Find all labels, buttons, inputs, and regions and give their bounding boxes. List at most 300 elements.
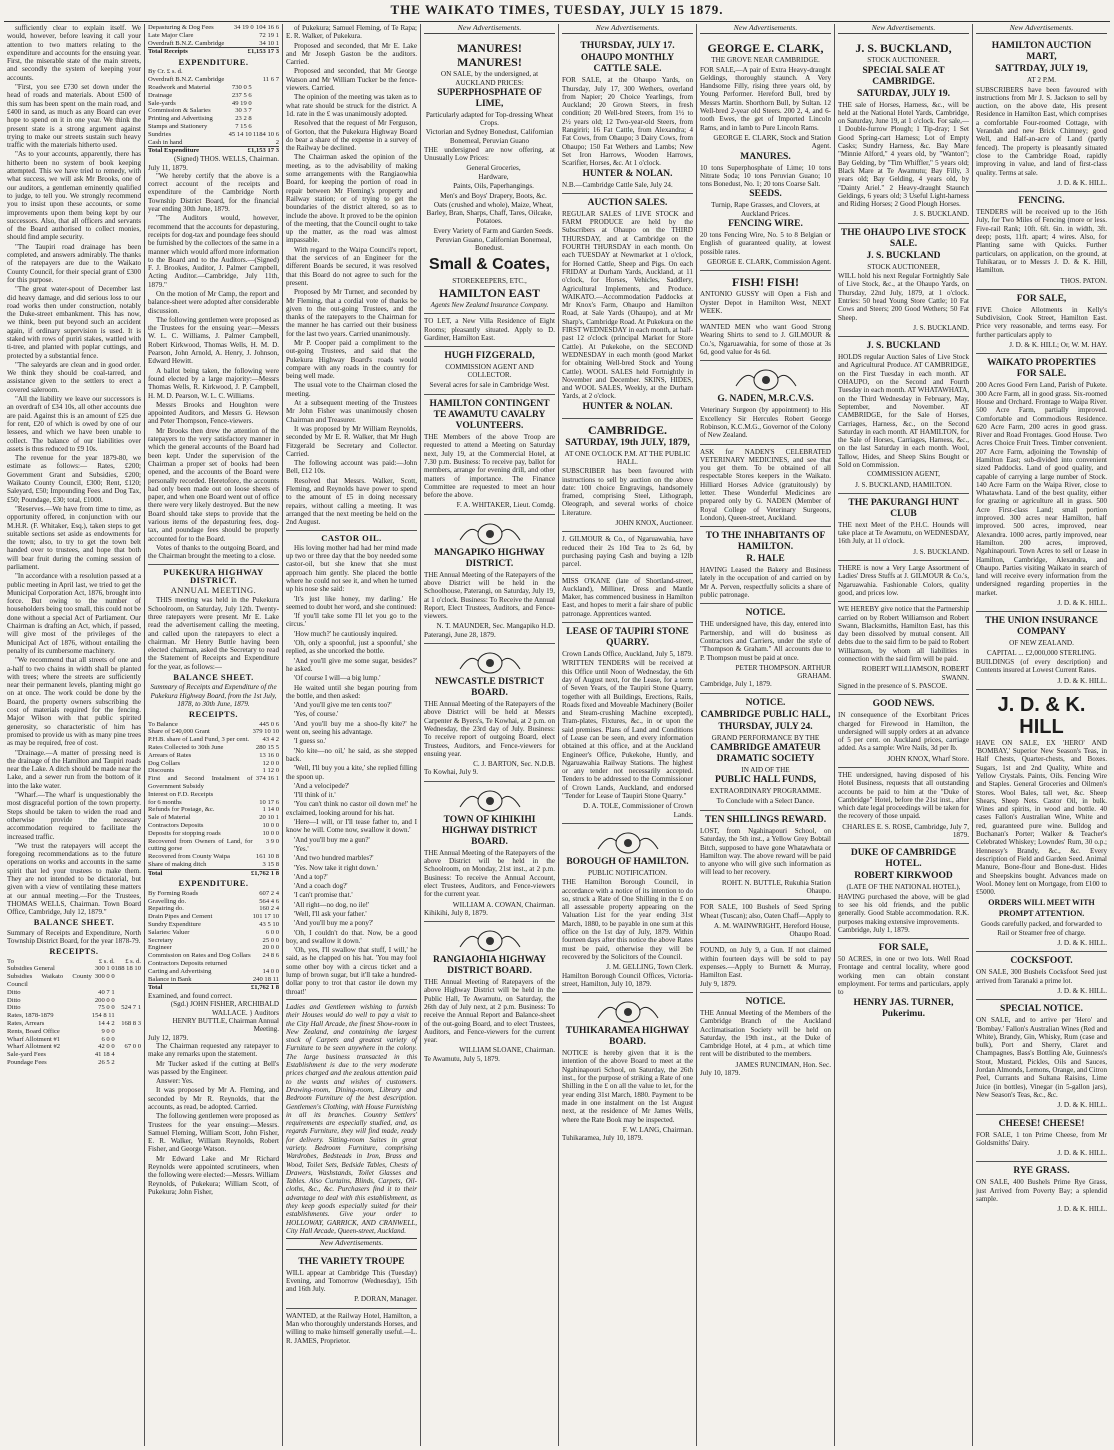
row-amount: 730 0 5	[231, 84, 252, 92]
ad-body: WRITTEN TENDERS will be received at this Office until Noon of Wednesday, the 6th day of August next, for the Lease, for a term of Seven Years, of the Taupiri Stone Quarry, together with all Buildings, Erections, Rails, Roads fixed and Moveable Machinery (Boiler and Steam-crushing Machine excepted), Tram-plates, Fixtures, &c., in or upon the said premises. Plans of Land and Conditions of Lease can be seen, and every information obtained at this office, and at the Auckland Engineer's Office, Pukekohe, Huntly, and Ngaruawahia Railway Stations. The highest or any tender not necessarily accepted. Tenders to be addressed to the Commissioner of Crown Lands, Auckland, and endorsed "Tender for Lease of Taupiri Stone Quarry."	[562, 659, 693, 801]
ad-heading: MANGAPIKO HIGHWAY DISTRICT.	[434, 547, 545, 569]
column-8	[972, 24, 1110, 1446]
ad-heading: OHAUPO MONTHLY CATTLE SALE.	[580, 53, 675, 75]
ad-agents: Agents New Zealand Insurance Company.	[430, 300, 549, 309]
ad-heading: TUHIKARAMEA HIGHWAY BOARD.	[565, 1026, 690, 1048]
row-amount: 237 5 6	[231, 91, 252, 99]
ad-sub: ON SALE, by the undersigned, at AUCKLAND PRICES:	[440, 70, 539, 87]
ad-cocksfoot	[976, 952, 1107, 1000]
pukekura-subheading: ANNUAL MEETING.	[170, 585, 257, 596]
ad-body: 50 ACRES, in one or two lots. Well Road Frontage and central locality, where good working men can obtain constant employment. For terms and particulars, apply to	[838, 955, 969, 997]
row-amount: 188 18 10	[114, 965, 141, 973]
ad-sub: STOCK AUCTIONEER.	[867, 56, 940, 65]
row-amount: £1,153 17 3	[221, 48, 279, 56]
balance-sheet-title: BALANCE SHEET.	[33, 917, 115, 928]
row-amount: 14 0 0	[262, 967, 279, 975]
ad-body-wire: 20 tons Fencing Wire, No. 5 to 8 Belgian or English of guaranteed quality, at lowest possible rates.	[700, 231, 831, 256]
paragraph: "The saleyards are clean and in good order. We think they should be coal-tarred, and assistance given to the settlers to erect a covered saleroom.	[7, 360, 141, 394]
table-row	[148, 929, 279, 937]
ad-body: SUBSCRIBER has been favoured with instructions to sell by auction on the above date: 100 choice Engravings, handsomely framed, comprising Steel, Lithograph, Oleograph, and several works of choice Literature.	[562, 467, 693, 517]
paragraph: 'It's just like honey, my darling.' He seemed to doubt her word, and she continued:	[286, 594, 417, 611]
row-amount: 49 19 0	[231, 99, 252, 107]
ad-signature: J. D. & K. HILL.	[1057, 986, 1107, 995]
row-amount: £1,762 1 8	[193, 869, 280, 877]
ad-date-heading: THURSDAY, JULY 17.	[580, 41, 675, 52]
pukekura-date: July 12, 1879.	[148, 1033, 189, 1042]
expenditure-table	[148, 68, 279, 146]
paragraph: "The Taupiri road drainage has been completed, and answers admirably. The thanks of the ratepayers are due to the Waikato County Council, for their special grant of £300 for this purpose.	[7, 242, 141, 284]
table-row	[148, 721, 279, 729]
royal-arms-icon	[455, 787, 525, 813]
row-label: Poundage Fees	[7, 1059, 47, 1067]
ad-signature: ROHT. N. BUTTLE, Rukuhia Station Ohaupo.	[721, 878, 831, 895]
ad-heading: CAMBRIDGE.	[587, 422, 667, 437]
ad-heading-small-coates: Small & Coates,	[429, 255, 550, 273]
ad-body: THE Annual Meeting of Ratepayers of the above Highway District will be held in the Public Hall, Te Awamutu, on Saturday, the 26th day of July next, at 2 p.m. Business: To receive the Annual Report and Balance-sheet of the out-going Board, and to elect Trustees, Auditors, and Fence-viewers for the current year.	[424, 978, 555, 1045]
royal-arms-icon	[455, 520, 525, 546]
paragraph: A ballot being taken, the following were found elected by a large majority:—Messrs Thomas Wells, R. Kirkwood, J. P. Campbell, H. M. D. Pearson, W. L. C. Williams.	[148, 366, 279, 400]
row-label: Sale-yard Fees	[7, 1051, 46, 1059]
paragraph: Mr P. Cooper paid a compliment to the out-going Trustees, and said that the Pukekura Highway Board's roads would compare with any roads in the country for being well made.	[286, 338, 417, 381]
ad-date: Te Awamutu, July 5, 1879.	[424, 1054, 500, 1063]
receipts-heading: RECEIPTS.	[49, 946, 99, 957]
row-label: Cash in hand	[148, 138, 183, 146]
pukekura-expenditure-heading: EXPENDITURE.	[178, 878, 249, 889]
ad-body: THE Annual Meeting of the Ratepayers of the above District will be held at Messrs Carpenter & Byers's, Te Kowhai, at 2 p.m. on Wednesday, the 23rd day of July. Business: To receive report of outgoing Board, elect Trustees, Auditors, and Fence-viewers for ensuing year.	[424, 700, 555, 758]
ad-date: SATURDAY, JULY 19.	[857, 88, 950, 99]
ad-body: TENDERS will be received up to the 16th July, for Two Miles of Fencing (more or less. Five-rail Rank; 10ft. 6ft. 6in. in width, 3ft. deep; posts, 11ft. apart; 4 wires. Also, for Planting same with Quicks. Further particulars, on application, on the ground, at Tuhikarau, or to Messrs J. D. & K. Hill, Hamilton.	[976, 208, 1107, 275]
table-row	[148, 898, 279, 906]
row-amount: 3 15 8	[262, 860, 279, 868]
paragraph: Messrs Brooks and Houghton were appointed Auditors, and Messrs G. Hewson and Peter Thompson, Fence-viewers.	[148, 400, 279, 426]
ad-allotments	[976, 290, 1107, 354]
ad-heading: NEWCASTLE DISTRICT BOARD.	[434, 677, 545, 699]
paragraph: "As to your accounts, apparently, there has hitherto been no system of book keeping attempted. This we have tried to remedy, with what success, we will ask Mr Brooks, one of our auditors, a gentleman eminently qualified to judge, to tell you. We strongly recommend you to insist upon these accounts, or some improvements upon them being kept by our successors. Also, that all officers and servants of the Board authorised to collect monies, should find ample security.	[7, 150, 141, 242]
ad-time: AT 2 P.M.	[1026, 76, 1057, 85]
row-amount: 160 2 4	[259, 905, 279, 913]
row-label: Carting and Advertising	[148, 967, 212, 975]
pukekura-receipts-table	[148, 721, 279, 869]
ad-heading: THE UNION INSURANCE COMPANY	[985, 616, 1098, 638]
table-row	[148, 84, 279, 92]
ad-heading-2: CAMBRIDGE PUBLIC HALL,	[700, 709, 831, 720]
paragraph: 'And two hundred marbles?'	[294, 854, 374, 863]
paragraph: 'And you'll buy me a shoo-fly kite?' he went on, seeing his advantage.	[286, 719, 417, 737]
ad-cheese	[976, 1115, 1107, 1163]
table-row	[148, 76, 279, 84]
ad-signature: HUNTER & NOLAN.	[582, 401, 673, 412]
ad-sub: GRAND PERFORMANCE BY THE	[711, 733, 820, 742]
table-row	[148, 68, 279, 76]
ad-body: THE sale of Horses, Harness, &c., will be held at the National Hotel Yards, Cambridge, on Saturday, June 19, at 1 o'clock. For sale,—1 Double-furrow Plough; 1 Tip-dray; 1 Set Good Spring-cart Harness; Lot of Empty Casks; Sundry Harness, &c. Bay Mare "Minnie Alford," 4 years old, by "Wanton"; Bay Gelding, by "Tim Whiffler," 5 years old; Black Mare at Te Awamutu; Bay Filly, 3 years old; Bay Gelding, 4 years old, by "Dainty Ariel." 2 Heavy-draught Staunch Geldings, 6 years old; 3 Useful Light-harness and Riding Horses; 2 Good Plough Horses.	[838, 100, 969, 209]
ad-signature: A. M. WAINWRIGHT, Hereford House, Ohaupo Road.	[713, 921, 831, 939]
ad-body-seeds: Turnip, Rape Grasses, and Clovers, at Auckland Prices.	[711, 201, 820, 218]
row-amount: 1 14 0	[262, 806, 279, 814]
paragraph: "The Auditors would, however, recommend that the accounts for depasturing, receipts for dog-tax and poundage fees should be furnished by the collectors of the same in a manner which would afford more information to the Board and to the Auditors.—(Signed) F. J. Brookes, Auditor, J. Palmer Campbell, Acting Auditor.—Cambridge, July 11th, 1879."	[148, 214, 279, 289]
paragraph: "Wharf.—The wharf is unquestionably the most disgraceful portion of the town property. Steps should be taken to widen the road and otherwise provide the necessary accommodation required to facilitate the increased traffic.	[7, 791, 141, 841]
ad-time: AT ONE O'CLOCK P.M. AT THE PUBLIC HALL.	[564, 449, 691, 466]
paragraph: "Reserves.—We have from time to time, as opportunity offered, in conjunction with our M.H.R. (F. Whitaker, Esq.), taken steps to get suitable sections set aside as endowments for the town; also, to try to get the town belt handed over to trustees, and hope that both will bear fruit during the coming session of parliament.	[7, 504, 141, 571]
table-row	[148, 100, 279, 108]
table-row	[148, 736, 279, 744]
paragraph: With regard to the Waipa Council's report, that the services of an Engineer for the different Boards be secured, it was resolved that this Board do not agree to such for the present.	[286, 245, 417, 287]
row-label: Interest on F.D. Receipts	[148, 790, 214, 798]
ad-cavalry-volunteers	[424, 395, 555, 515]
row-amount: 67 0 0	[124, 1043, 141, 1051]
row-amount: 42 0 0	[98, 1043, 115, 1051]
paragraph: 'And you'll give me some sugar, besides?' he asked.	[286, 656, 417, 673]
col1-paragraphs	[7, 24, 141, 916]
ad-date: SATTRDAY, JULY 19,	[995, 64, 1088, 75]
ad-wanted-shirts	[700, 320, 831, 361]
row-amount: 168 8 3	[121, 1020, 141, 1028]
ad-signature: J. D. & K. HILL; Or, W. M. HAY.	[1009, 341, 1107, 350]
ad-date: To Kowhai, July 9.	[424, 768, 479, 777]
row-label: Stamps and Stationery	[148, 123, 208, 131]
ad-sub: OF NEW ZEALAND.	[1009, 639, 1074, 648]
ad-body: ON SALE, 300 Bushels Cocksfoot Seed just arrived from Taranaki a prime lot.	[976, 968, 1107, 985]
masthead: THE WAIKATO TIMES, TUESDAY, JULY 15 1879.	[390, 2, 724, 17]
ad-date: July 9, 1879.	[700, 979, 737, 988]
row-label: Arrears of Rates	[148, 751, 192, 759]
ad-duke-of-cambridge	[838, 844, 969, 939]
ad-signature: J. D. & K. HILL.	[1057, 939, 1107, 948]
ad-found-gun	[700, 943, 831, 992]
castor-oil-heading: CASTOR OIL.	[321, 532, 382, 543]
ad-wanted-railway-hotel	[286, 1309, 417, 1349]
ad-signature: JOHN KNOX, Auctioneer.	[615, 519, 693, 528]
ad-date: Cambridge, July 1, 1879.	[700, 680, 772, 689]
ad-buckland-regular	[838, 337, 969, 494]
ad-orders: ORDERS WILL MEET WITH PROMPT ATTENTION.	[988, 898, 1095, 919]
ad-heading-2: J. S. BUCKLAND	[866, 250, 941, 261]
total-row	[148, 147, 279, 155]
paragraph: The opinion of the meeting was taken as to what rate should be struck for the district. A 1d. rate in the £ was unanimously adopted.	[286, 93, 417, 118]
receipts-continued-table	[148, 24, 279, 47]
paragraph: 'Oh, only a spoonful, just a spoonful,' she replied, as she uncorked the bottle.	[286, 639, 417, 656]
pukekura-receipts-total	[148, 869, 279, 878]
ad-heading: NOTICE.	[745, 996, 786, 1007]
ad-body: IN consequence of the Exorbitant Prices charged for Firewood in Hamilton, the undersigned will supply orders at an advance of 5 per cent. on Auckland prices, carriage added. As a sample: Wire Nails, 3d per lb.	[838, 711, 969, 753]
paragraph: 'Well, I'll ask your father.'	[294, 909, 367, 918]
ad-body: FOR SALE, 1 ton Prime Cheese, from Mr Goldsmiths' Dairy.	[976, 1130, 1107, 1147]
ad-signature: WILLIAM A. COWAN, Chairman.	[452, 900, 555, 909]
paragraph: 'Here—I will, or I'll tease father to, and I know he will. Come now, swallow it down.'	[286, 818, 417, 835]
ad-rye-grass	[976, 1162, 1107, 1217]
row-amount: 25 0 0	[262, 936, 279, 944]
ad-body: THE undersigned have, this day, entered into Partnership, and will do business as Contractors and Carriers, under the style of "Thompson & Graham." All accounts due to P. Thompson must be paid at once.	[700, 620, 831, 662]
ad-capital: CAPITAL ... £2,000,000 STERLING.	[986, 648, 1097, 657]
ad-signature: F. A. WHITAKER, Lieut. Comdg.	[456, 501, 555, 510]
ad-sub: PUBLIC NOTIFICATION.	[587, 868, 668, 877]
new-ads-header: New Advertisements.	[562, 24, 693, 34]
row-amount: 3 9 0	[265, 837, 279, 845]
row-label: Subsidies General	[7, 965, 55, 973]
table-row	[148, 976, 279, 984]
row-amount: 11 6 7	[262, 76, 279, 84]
ad-ohaupo-cattle-sale	[562, 37, 693, 194]
ad-hunt-club	[838, 494, 969, 561]
row-amount: £1,762 1 8	[193, 984, 280, 992]
table-row	[148, 115, 279, 123]
ad-body: J. GILMOUR & Co., of Ngaruawahia, have reduced their 2s 10d Tea to 2s 6d, by purchasing paying Cash and buying a 12lb parcel.	[562, 535, 693, 569]
row-amount: 72 19 1	[259, 31, 279, 39]
row-label: Depasturing & Dog Fees	[148, 24, 214, 31]
table-row	[148, 960, 279, 968]
ad-union-insurance	[976, 612, 1107, 689]
paragraph: Oats (crushed and whole), Maize, Wheat, Barley, Bran, Sharps, Chaff, Tares, Oilcake, Potatoes.	[426, 200, 554, 226]
column-6	[696, 24, 834, 1446]
pukekura-balance-title: BALANCE SHEET.	[173, 672, 254, 683]
row-amount	[252, 92, 279, 100]
paragraph: The revenue for the year 1879-80, we estimate as follows:— Rates, £200; Government Grant and Subsidies, £200; Waikato County Council, £300; Rent, £120; Saleyard, £50; Impounding Fees and Dog Tax, £50; Poundage, £30; total, £1000.	[7, 454, 141, 504]
castor-oil-story	[286, 544, 417, 996]
ad-heading: AUCTION SALES.	[587, 197, 668, 208]
column-1	[4, 24, 144, 1446]
ad-heading-2: ROBERT KIRKWOOD	[854, 871, 953, 882]
row-amount: 24 8 6	[262, 952, 279, 960]
ad-newcastle	[424, 644, 555, 782]
paragraph: "All the liability we leave our successors is an overdraft of £34 10s, all other accounts due are paid. Against this is an amount of £25 due for rent, £20 of which is owed by one of our lessees, and which we have been unable to collect. The balance of our liabilities over assets is thus reduced to £9 10s.	[7, 395, 141, 453]
row-amount: 13 16 0	[259, 751, 279, 759]
row-label: Share of making ditch	[148, 860, 207, 868]
table-row	[148, 744, 279, 752]
row-amount: 10 17 6	[259, 798, 279, 806]
ad-signature: GEORGE E. CLARK, Stock and Station Agent.	[713, 133, 831, 151]
ad-naden	[700, 361, 831, 444]
ad-auction-mart	[976, 37, 1107, 192]
ad-funds: PUBLIC HALL FUNDS,	[714, 775, 817, 786]
ad-body: THE undersigned, having disposed of his Hotel Business, requests that all outstanding accounts be paid to him at the "Duke of Cambridge" Hotel, before the 21st inst., after which date legal proceedings will be taken for the recovery of those unpaid.	[838, 771, 969, 821]
ad-heading: J. S. BUCKLAND,	[855, 41, 952, 56]
ad-date: Crown Lands Office, Auckland, July 5, 1879.	[562, 650, 693, 659]
paragraph: It was proposed by Mr A. Fleming, and seconded by Mr R. Reynolds, that the accounts, as read, be adopted. Carried.	[148, 1086, 279, 1111]
ad-heading: J. S. BUCKLAND	[866, 341, 941, 352]
row-label: Ditto	[7, 996, 21, 1004]
paragraph: "We recommend that all streets of one and a-half to two chains in width shall be planted with trees; where the streets are sufficiently near their permanent levels, planting might go on at once. The work could be done by the Board, the property owners subscribing the cost of materials required for the fencing. Major Wilson with that public spirited generosity, so characteristic of him has promised to provide us with as many pine trees as may be required, free of cost.	[7, 656, 141, 748]
ad-body: LOST, from Ngahinapouri School, on Saturday, the 5th inst., a Yellow Grey Bobtail Bitch, supposed to have gone Whatawhata or Hamilton way. The above reward will be paid to anyone who will give such information as will lead to her recovery.	[700, 826, 831, 877]
row-amount: 40 7 1	[98, 988, 115, 996]
row-amount	[115, 997, 141, 1005]
paragraph: "We trust the ratepayers will accept the foregoing recommendations as to the future operations on works and accounts in the same spirit that led your trustees to make them. They are not intended to be dictatorial, but given with a view of ventilating these matters at our annual meeting.—For the Trustees, THOMAS WELLS, Chairman. Town Board Office, Cambridge, July 12, 1879."	[7, 841, 141, 917]
ad-society: CAMBRIDGE AMATEUR DRAMATIC SOCIETY	[710, 743, 821, 765]
row-label: Engineer	[148, 944, 172, 952]
row-amount	[253, 791, 279, 799]
ad-george-clark	[700, 37, 831, 271]
ad-body: HAVING Leased the Bakery and Business lately in the occupation of and carried on by Mr A. Perven, respectfully solicits a share of public patronage.	[700, 566, 831, 600]
ad-signature: JAMES RUNCIMAN, Hon. Sec.	[735, 1060, 831, 1069]
ad-heading: DUKE OF CAMBRIDGE HOTEL.	[850, 848, 957, 870]
row-amount: 43 5 10	[259, 920, 279, 928]
ad-heading: WAIKATO PROPERTIES FOR SALE.	[987, 358, 1096, 380]
row-label: Recovered from County Waipa	[148, 853, 230, 861]
row-amount	[252, 68, 279, 76]
ad-sub: THE GROVE NEAR CAMBRIDGE.	[711, 56, 820, 65]
paragraph: "We hereby certify that the above is a correct account of the receipts and expenditure of the Cambridge North Township District Board, for the financial year ending 30th June, 1879.	[148, 171, 279, 214]
ad-heading: HUGH FIZGERALD,	[444, 351, 535, 362]
ad-body: SUBSCRIBERS have been favoured with instructions from Mr J. S. Jackson to sell by auction, on the above date, His present Residence in Hamilton East, which comprises a comfortable Four-roomed Cottage, with Verandah and new Brick Chimney; good Well, and Half-an-acre of Land (partly fenced). The property is pleasantly situated close to the Cambridge Road, rapidly improving in value, and land of first-class quality. Terms at sale.	[976, 85, 1107, 177]
divider	[286, 999, 417, 1000]
paragraph: 'Well, I'll buy you a kite,' she replied filling the spoon up.	[286, 764, 417, 781]
row-label: By Cr. £ s. d.	[148, 68, 183, 76]
ad-naden-medicines	[700, 445, 831, 528]
ad-kihikihi	[424, 782, 555, 922]
paragraph: Resolved that the request of Mr Ferguson, of Gorton, that the Pukekura Highway Board do bear a share of the expense in a survey of the Railway be declined.	[286, 119, 417, 153]
signed-date: July 11, 1879.	[148, 163, 188, 172]
furniture-notice: Ladies and Gentlemen wishing to furnish their Houses would do well to pay a visit to the City Hall Arcade, the finest Show-room in New Zealand, and containing the largest stock of Carpets and greatest variety of Furniture to be seen anywhere in the colony. The large business transacted in this Establishment is due to the very moderate prices charged and the zealous attention paid to the wants and wishes of customers. Drawing-room, Dining-room, Library and Bedroom Furniture of the best description. Gentlemen's Clothing, with House Furnishing in all its branches. Country Settlers' requirements are especially studied, and, as regards Furniture, they will find made, ready for delivery. Sitting-room Suites in great variety. Bedroom Furniture, comprising Wardrobes, Bedsteads in Iron, Brass and Wood, Toilet Sets, Bedside Tables, Chests of Drawers, Washstands, Toilet Glasses and Tables. Also Curtains, Blinds, Carpets, Oil-cloths, &c., &c. Purchasers find it to their advantage to deal with this establishment, as they keep goods especially suited for their establishments. Give your order to HOLLOWAY, GARRICK, AND CRANWELL, City Hall Arcade, Queen-street, Auckland.	[286, 1002, 417, 1235]
ad-body: MISS O'KANE (late of Shortland-street, Auckland), Milliner, Dress and Mantle Maker, has commenced business in Hamilton East, and hopes to merit a fair share of public patronage. Apprentices wanted.	[562, 576, 693, 618]
row-amount: 154 8 11	[91, 1012, 115, 1020]
column-3	[282, 24, 420, 1446]
paragraph: 'And a velocipede?'	[294, 781, 350, 790]
paragraph: Paints, Oils, Paperhangings.	[453, 182, 534, 191]
table-row	[7, 1059, 141, 1067]
paragraph: of Pukekura; Samuel Fleming, of Te Rapa; E. R. Walker, of Pukekura.	[286, 24, 417, 41]
ad-borough-hamilton	[562, 824, 693, 993]
ad-body: WANTED, at the Railway Hotel, Hamilton, a Man who thoroughly understands Horses, and willing to make himself generally useful.—L. R. JAMES, Proprietor.	[286, 1311, 417, 1345]
ad-heading: COCKSFOOT.	[1010, 956, 1073, 967]
paragraph: 'Yes. Now take it right down.'	[294, 863, 379, 872]
ad-reward	[700, 811, 831, 900]
ad-heading: TO THE INHABITANTS OF HAMILTON.	[705, 531, 826, 553]
ad-signature: J. D. & K. HILL.	[1057, 599, 1107, 608]
ad-sub: STOCK AUCTIONEER,	[867, 262, 940, 271]
ad-heading: BOROUGH OF HAMILTON.	[566, 856, 689, 867]
table-row	[148, 24, 279, 32]
new-ads-header: New Advertisements.	[700, 24, 831, 34]
ad-body: FOUND, on July 9, a Gun. If not claimed within fourteen days will be sold to pay expenses.—Apply to Burnett & Murray, Hamilton East.	[700, 946, 831, 980]
paragraph: Proposed by Mr Turner, and seconded by Mr Fleming, that a cordial vote of thanks be given to the out-going Trustees, and the thanks of the ratepayers to the Chairman for the manner he has carried out their business for the last two years. Carried unanimously.	[286, 288, 417, 338]
row-label: Printing and Advertising	[148, 115, 213, 123]
row-label: Gravelling do.	[148, 897, 187, 905]
pukekura-paragraphs	[148, 596, 279, 671]
royal-arms-icon	[593, 998, 663, 1024]
row-amount: 12 0 0	[262, 759, 279, 767]
ad-signature: J. S. BUCKLAND.	[913, 547, 969, 556]
ad-body: FOR SALE, 100 Bushels of Seed Spring Wheat (Tuscan); also, Oaten Chaff—Apply to	[700, 903, 831, 920]
ad-body: THERE is now a Very Large Assortment of Ladies' Dress Stuffs at J. GILMOUR & Co.'s, Ngaruawahia. Fashionable Colors, quality good, and prices low.	[838, 564, 969, 597]
ad-tuhikaramea	[562, 993, 693, 1146]
row-amount	[252, 115, 279, 123]
table-row	[148, 806, 279, 814]
pukekura-examined: Examined, and found correct.	[148, 992, 233, 1001]
ad-signature: J. D. & K. HILL.	[1057, 1101, 1107, 1110]
paragraph: 'You can't think no castor oil down me!' he exclaimed, looking around for his hat.	[286, 800, 417, 817]
ad-rose	[838, 768, 969, 844]
paragraph: 'Oh, I couldn't do that. Now, be a good boy, and swallow it down.'	[286, 928, 417, 945]
ad-signature: J. D. & K. HILL.	[1057, 676, 1107, 685]
ad-heading: THE VARIETY TROUPE	[298, 1256, 405, 1267]
table-row	[148, 92, 279, 100]
row-label: Sale-yards	[148, 99, 176, 107]
new-ads-header: New Advertisements.	[838, 24, 969, 34]
paragraph: "First, you see £730 set down under the head of roads and materials. About £500 of this sum has been spent on the main road, and £400 in sand, as much as any Board can ever hope to spend on it in one year. We think the present state is a strong argument against trying to make our streets sustain such heavy traffic with the materials hitherto used.	[7, 83, 141, 150]
paragraph: sufficiently clear to explain itself. We would, however, before leaving it call your attention to two matters relating to the expenditure and accounts for the ensuing year. First, the miserable state of the main streets, and secondly the system of keeping your accounts.	[7, 24, 141, 82]
ad-body: THE Annual Meeting of the Ratepayers of the above District will be held in the Schoolhouse, Paterangi, on Saturday, July 19, at 1 o'clock. Business: To Receive the Annual Report, Elect Trustees, Auditors, and Fence-viewers.	[424, 570, 555, 621]
row-amount: 161 10 8	[255, 853, 279, 861]
row-label: Recovered from Owners of Land, for cutting gorse	[148, 837, 253, 853]
ad-body: WILL appear at Cambridge This (Tuesday) Evening, and Tomorrow (Wednesday), 15th and 16th July.	[286, 1268, 417, 1294]
ad-body: WILL hold his next Regular Fortnightly Sale of Live Stock, &c., at the Ohaupo Yards, on Thursday, 22nd July, 1879, at 1 o'clock. Entries: 50 head Young Store Cattle; 10 Fat Cows and Steers; 200 Good Wethers; 50 Fat Sheep.	[838, 272, 969, 322]
ad-note: To Conclude with a Select Dance.	[716, 796, 815, 805]
paragraph: Mr Tucker asked if the cutting at Bell's was passed by the Engineer.	[148, 1059, 279, 1076]
royal-arms-icon	[455, 649, 525, 675]
row-amount: 240 18 11	[252, 975, 279, 983]
ad-body: HOLDS regular Auction Sales of Live Stock and Agricultural Produce. AT CAMBRIDGE, on the First Tuesday in each month. AT OHAUPO, on the Second and Fourth Tuesday in each month. AT WHATAWHATA, on the Third Wednesday in February, May, September, and November. AT CAMBRIDGE, for the Sale of Horses, Carriages, Harness, &c., on the Second Saturday in each month. AT HAMILTON, for the Sale of Horses, Carriages, Harness, &c., on the last Saturday in each month. Wool, Tallow, Hides, and Sheep Skins Bought or Sold on Commission.	[838, 353, 969, 469]
row-label: To	[7, 957, 14, 965]
ad-sub: (LATE OF THE NATIONAL HOTEL),	[846, 883, 961, 892]
table-row	[148, 944, 279, 952]
row-label: Share of £40,000 Grant	[148, 728, 210, 736]
divider	[286, 530, 417, 531]
ad-signature: D. A. TOLE, Commissioner of Crown Lands.	[583, 802, 693, 819]
paragraph: 'And you'll give me ten cents too?'	[294, 701, 392, 710]
new-ads-header: New Advertisements.	[286, 1238, 417, 1249]
row-amount	[115, 1012, 141, 1020]
ad-fish	[700, 271, 831, 320]
row-amount	[115, 989, 141, 997]
ad-to-let	[424, 314, 555, 347]
paragraph: Peruvian Guano, Californian Bonemeal, Bonedust.	[435, 236, 552, 253]
row-amount: 1184 10 6	[252, 130, 279, 138]
table-row	[7, 1036, 141, 1044]
row-amount	[232, 32, 254, 40]
ad-signature: N. T. MAUNDER, Sec. Mangapiko H.D.	[436, 622, 555, 631]
ad-note: Several acres for sale in Cambridge West.	[429, 380, 550, 389]
table-row	[148, 890, 279, 898]
ad-heading: GOOD NEWS.	[872, 699, 935, 710]
table-row	[148, 131, 279, 139]
ad-heading: GEORGE E. CLARK,	[707, 41, 824, 56]
row-label: Subsidies Waikato County Council	[7, 973, 92, 989]
row-label: Overdraft B.N.Z. Cambridge	[148, 76, 225, 84]
expenditure-total	[148, 146, 279, 155]
ad-heading: SPECIAL NOTICE.	[1000, 1004, 1083, 1015]
ad-heading-2: R. HALE	[746, 554, 785, 565]
paragraph: The Chairman asked the opinion of the meeting, as to the advisability of making some arrangements with the Rangiaowhia Board, for keeping the portion of road in repair between Mr Fleming's property and Railway station; or of trying to get the boundaries of the district altered, so as to include the above. It proved to be the opinion of the meeting, that the Council ought to take up the matter, as the road was almost impassable.	[286, 153, 417, 245]
divider	[148, 564, 279, 565]
row-amount: 14 4 2	[98, 1020, 115, 1028]
row-label: Ditto	[7, 1004, 21, 1012]
table-row	[148, 814, 279, 822]
pukekura-caption: Summary of Receipts and Expenditure of the Pukekura Highway Board, from the 1st July, 1878, to 30th June, 1879.	[150, 683, 277, 708]
paragraph: 'Yes.'	[294, 844, 309, 853]
pukekura-chairman: HENRY BUTTLE, Chairman Annual Meeting.	[172, 1017, 279, 1034]
row-label: Drain Pipes and Cement	[148, 913, 213, 921]
paragraph: Every Variety of Farm and Garden Seeds.	[433, 226, 554, 235]
paragraph: The usual vote to the Chairman closed the meeting.	[286, 381, 417, 398]
ad-body: HAVING purchased the above, will be glad to see his old friends, and the public generally. Good Stable accommodation. R.K. purposes making extensive improvements.	[838, 892, 969, 926]
paragraph: "Drainage.—A matter of pressing need is the drainage of the Hamilton and Taupiri roads near the Lake. A ditch should be made near the Lake, and a sewer run from the bottom of it into the lake water.	[7, 748, 141, 790]
row-label: Dog Collars	[148, 759, 181, 767]
ad-body: THE undersigned are now offering, at Unusually Low Prices:	[424, 146, 555, 163]
ad-body: HAVE ON SALE, EX 'HERO' AND 'BOMBAY,' Superior New Season's Teas, in Half Chests, Quarter-chests, and Boxes. Sugars, 1st and 2nd Quality, White and Yellow Crystals. Paints, Oils. Fencing Wire and Staples. General Groceries and Oilmen's Stores. Wool Bales, tall wet, &c. Sheep Shears, Sheep Nets. Castor Oil, in bulk. Wines and spirits, in wood and bottle. 40 cases Fallon's Australian Wine, White and red, guaranteed pure wine. Bulldog and Buchanan's Porter; Walker & Teacher's Celebrated Whiskey; Lowndes' Rum, 30 o.p.; Hennessy's Brandy, &c., &c. Every description of Field and Garden Seed. Animal Manure, Bone-flour and Bone-dust. Hides and Sheepskins bought. Advances made on Wool. Money lent on Mortgage, from £100 to £5000.	[976, 738, 1107, 897]
ad-signature: J. D. & K. HILL.	[1057, 1205, 1107, 1214]
row-label: Repairing do.	[148, 905, 184, 913]
row-amount: 23 2 8	[235, 115, 252, 123]
ad-signature: F. W. LANG, Chairman.	[622, 1125, 693, 1134]
table-row	[7, 989, 141, 997]
ad-notice-partnership	[700, 604, 831, 693]
paragraph: The following account was paid:—John Bell, £12 10s.	[286, 459, 417, 476]
ad-heading: FOR SALE,	[1016, 293, 1067, 304]
pukekura-auditors: (Sgd.) JOHN FISHER, ARCHIBALD WALLACE. } Auditors	[170, 1000, 279, 1017]
table-row	[148, 775, 279, 791]
row-amount: 6 0 0	[101, 1035, 115, 1043]
ad-for-sale-acres	[838, 939, 969, 1024]
paragraph: Hardware,	[478, 172, 509, 181]
row-label: Overdraft B.N.Z. Cambridge	[148, 39, 225, 47]
